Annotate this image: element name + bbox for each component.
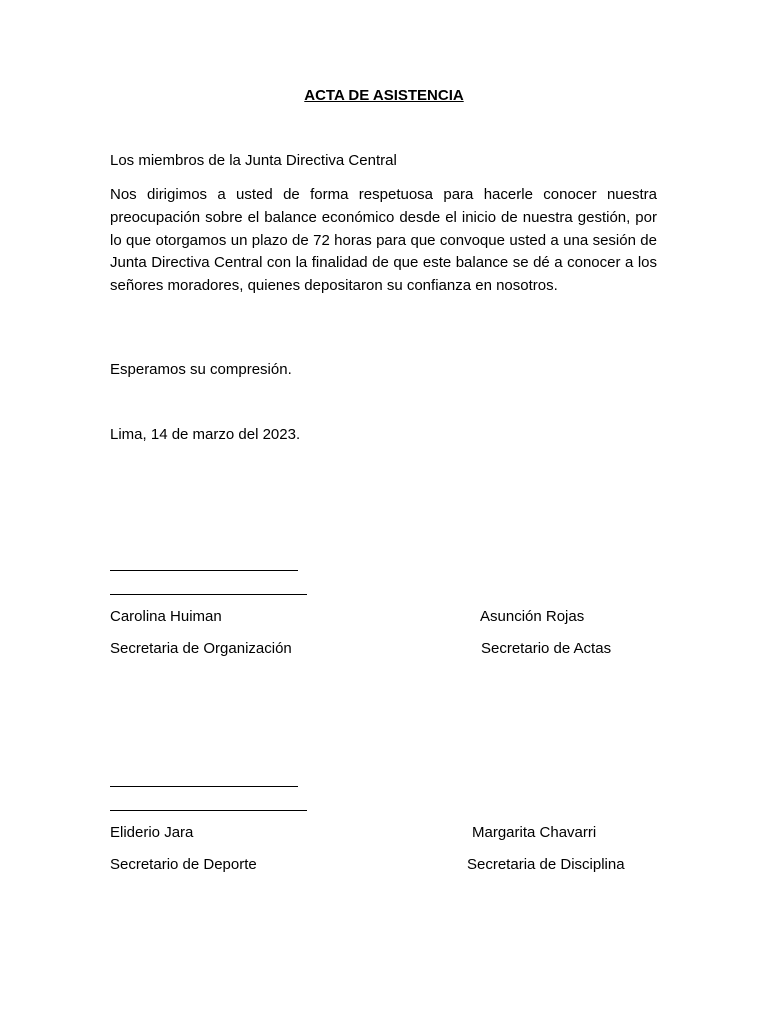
signatory-role: Secretario de Actas (481, 640, 612, 657)
body-paragraph: Nos dirigimos a usted de forma respetuosa para hacerle conocer nuestra preocupación sobre el balance económico desde el inicio de nuestra gestión, por lo que otorgamos un plazo de 72 horas para que convoque usted a una sesión de Junta Directiva Central con la finalidad de que este balance se dé a conocer a los señores moradores, quienes depositaron su confianza en nosotros. (110, 186, 657, 295)
signature-line (110, 570, 298, 571)
signatory-role: Secretario de Deporte (110, 856, 257, 873)
signatory-role: Secretaria de Organización (110, 640, 292, 657)
signatory-name: Carolina Huiman (110, 608, 222, 625)
document-title: ACTA DE ASISTENCIA (304, 87, 464, 104)
signature-line (110, 810, 307, 811)
closing-line: Esperamos su compresión. (110, 361, 292, 378)
signature-line (110, 594, 307, 595)
signatory-role: Secretaria de Disciplina (467, 856, 625, 873)
signatory-name: Eliderio Jara (110, 824, 194, 841)
place-date: Lima, 14 de marzo del 2023. (110, 426, 301, 443)
signature-line (110, 786, 298, 787)
signatory-name: Asunción Rojas (480, 608, 585, 625)
signatory-name: Margarita Chavarri (472, 824, 597, 841)
addressee: Los miembros de la Junta Directiva Central (110, 152, 397, 169)
